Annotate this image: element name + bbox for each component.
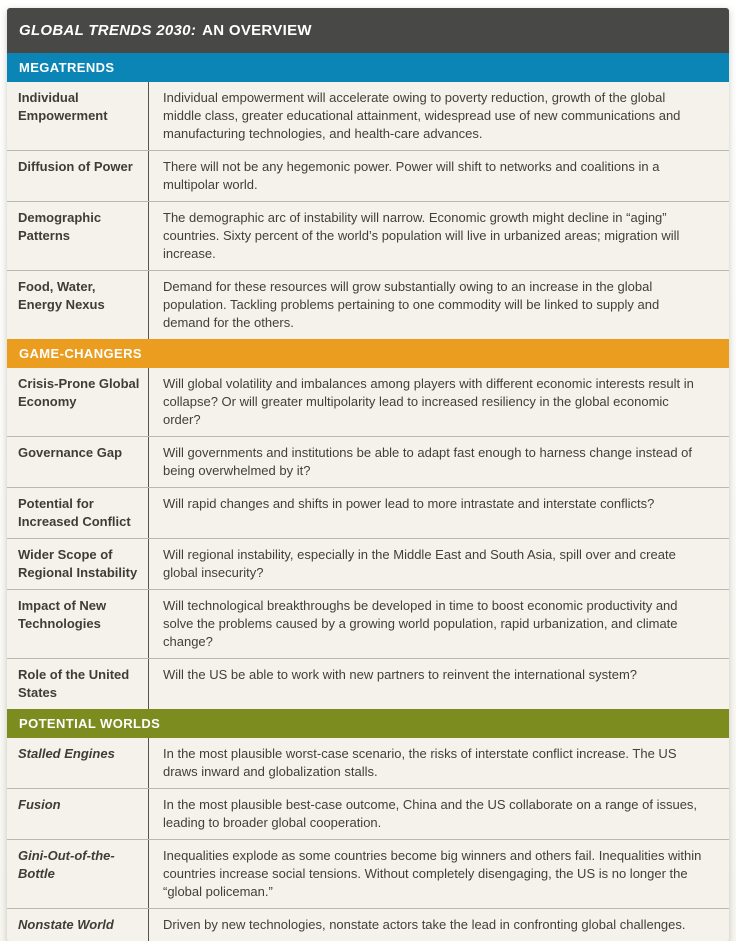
row-description: Inequalities explode as some countries become big winners and others fail. Inequalities within countries increase social tensions. Without completely disengaging, the US is no longer the “global policeman.” — [163, 848, 702, 899]
table-row-governance-gap — [7, 436, 729, 487]
row-term: Diffusion of Power — [7, 151, 149, 201]
row-term: Demographic Patterns — [7, 202, 149, 270]
table-row-stalled-engines — [7, 738, 729, 788]
row-term: Nonstate World — [7, 909, 149, 941]
row-description: There will not be any hegemonic power. Power will shift to networks and coalitions in a multipolar world. — [163, 159, 660, 192]
table-row-demographic-patterns — [7, 201, 729, 270]
table-row-wider-scope-of-regional-instability — [7, 538, 729, 589]
row-term: Impact of New Technologies — [7, 590, 149, 658]
row-term: Potential for Increased Conflict — [7, 488, 149, 538]
section-body-potential-worlds — [7, 738, 729, 941]
row-term: Role of the United States — [7, 659, 149, 709]
row-description: In the most plausible best-case outcome, China and the US collaborate on a range of issues, leading to broader global cooperation. — [163, 797, 698, 830]
row-description: In the most plausible worst-case scenario, the risks of interstate conflict increase. The US draws inward and globalization stalls. — [163, 746, 677, 779]
row-description: Will technological breakthroughs be developed in time to boost economic productivity and solve the problems caused by a growing world population, rapid urbanization, and climate change? — [163, 598, 678, 649]
table-row-fusion — [7, 788, 729, 839]
table-row-role-of-the-united-states — [7, 658, 729, 709]
row-description: The demographic arc of instability will narrow. Economic growth might decline in “aging” countries. Sixty percent of the world’s population will live in urbanized areas; migration will increase. — [163, 210, 680, 261]
row-term: Individual Empowerment — [7, 82, 149, 150]
table-title-bar — [7, 8, 729, 53]
table-row-food-water-energy-nexus — [7, 270, 729, 339]
row-description: Individual empowerment will accelerate owing to poverty reduction, growth of the global middle class, greater educational attainment, widespread use of new communications and manufacturing technologies, and health-care advances. — [163, 90, 681, 141]
row-description: Will the US be able to work with new partners to reinvent the international system? — [163, 667, 638, 682]
section-body-game-changers — [7, 368, 729, 709]
table-row-potential-for-increased-conflict — [7, 487, 729, 538]
global-trends-overview-table — [7, 8, 729, 941]
table-row-crisis-prone-global-economy — [7, 368, 729, 436]
section-header-potential-worlds: POTENTIAL WORLDS — [7, 709, 729, 738]
section-header-game-changers: GAME-CHANGERS — [7, 339, 729, 368]
section-body-megatrends — [7, 82, 729, 339]
row-term: Crisis-Prone Global Economy — [7, 368, 149, 436]
row-term: Food, Water, Energy Nexus — [7, 271, 149, 339]
row-term: Stalled Engines — [7, 738, 149, 788]
table-row-nonstate-world — [7, 908, 729, 941]
row-description: Will regional instability, especially in the Middle East and South Asia, spill over and create global insecurity? — [163, 547, 676, 580]
table-title-main: GLOBAL TRENDS 2030: — [19, 22, 197, 39]
table-title-suffix: AN OVERVIEW — [202, 22, 312, 39]
section-header-megatrends: MEGATRENDS — [7, 53, 729, 82]
table-row-individual-empowerment — [7, 82, 729, 150]
row-term: Fusion — [7, 789, 149, 839]
row-description: Will governments and institutions be able to adapt fast enough to harness change instead of being overwhelmed by it? — [163, 445, 693, 478]
row-description: Will global volatility and imbalances among players with different economic interests result in collapse? Or will greater multipolarity lead to increased resiliency in the global economic order? — [163, 376, 694, 427]
table-row-gini-out-of-the-bottle — [7, 839, 729, 908]
table-row-diffusion-of-power — [7, 150, 729, 201]
row-description: Demand for these resources will grow substantially owing to an increase in the global population. Tackling problems pertaining to one commodity will be linked to supply and demand for the others. — [163, 279, 660, 330]
row-term: Gini-Out-of-the-Bottle — [7, 840, 149, 908]
row-description: Will rapid changes and shifts in power lead to more intrastate and interstate conflicts? — [163, 496, 655, 511]
row-term: Wider Scope of Regional Instability — [7, 539, 149, 589]
row-term: Governance Gap — [7, 437, 149, 487]
row-description: Driven by new technologies, nonstate actors take the lead in confronting global challenges. — [163, 917, 686, 932]
table-row-impact-of-new-technologies — [7, 589, 729, 658]
